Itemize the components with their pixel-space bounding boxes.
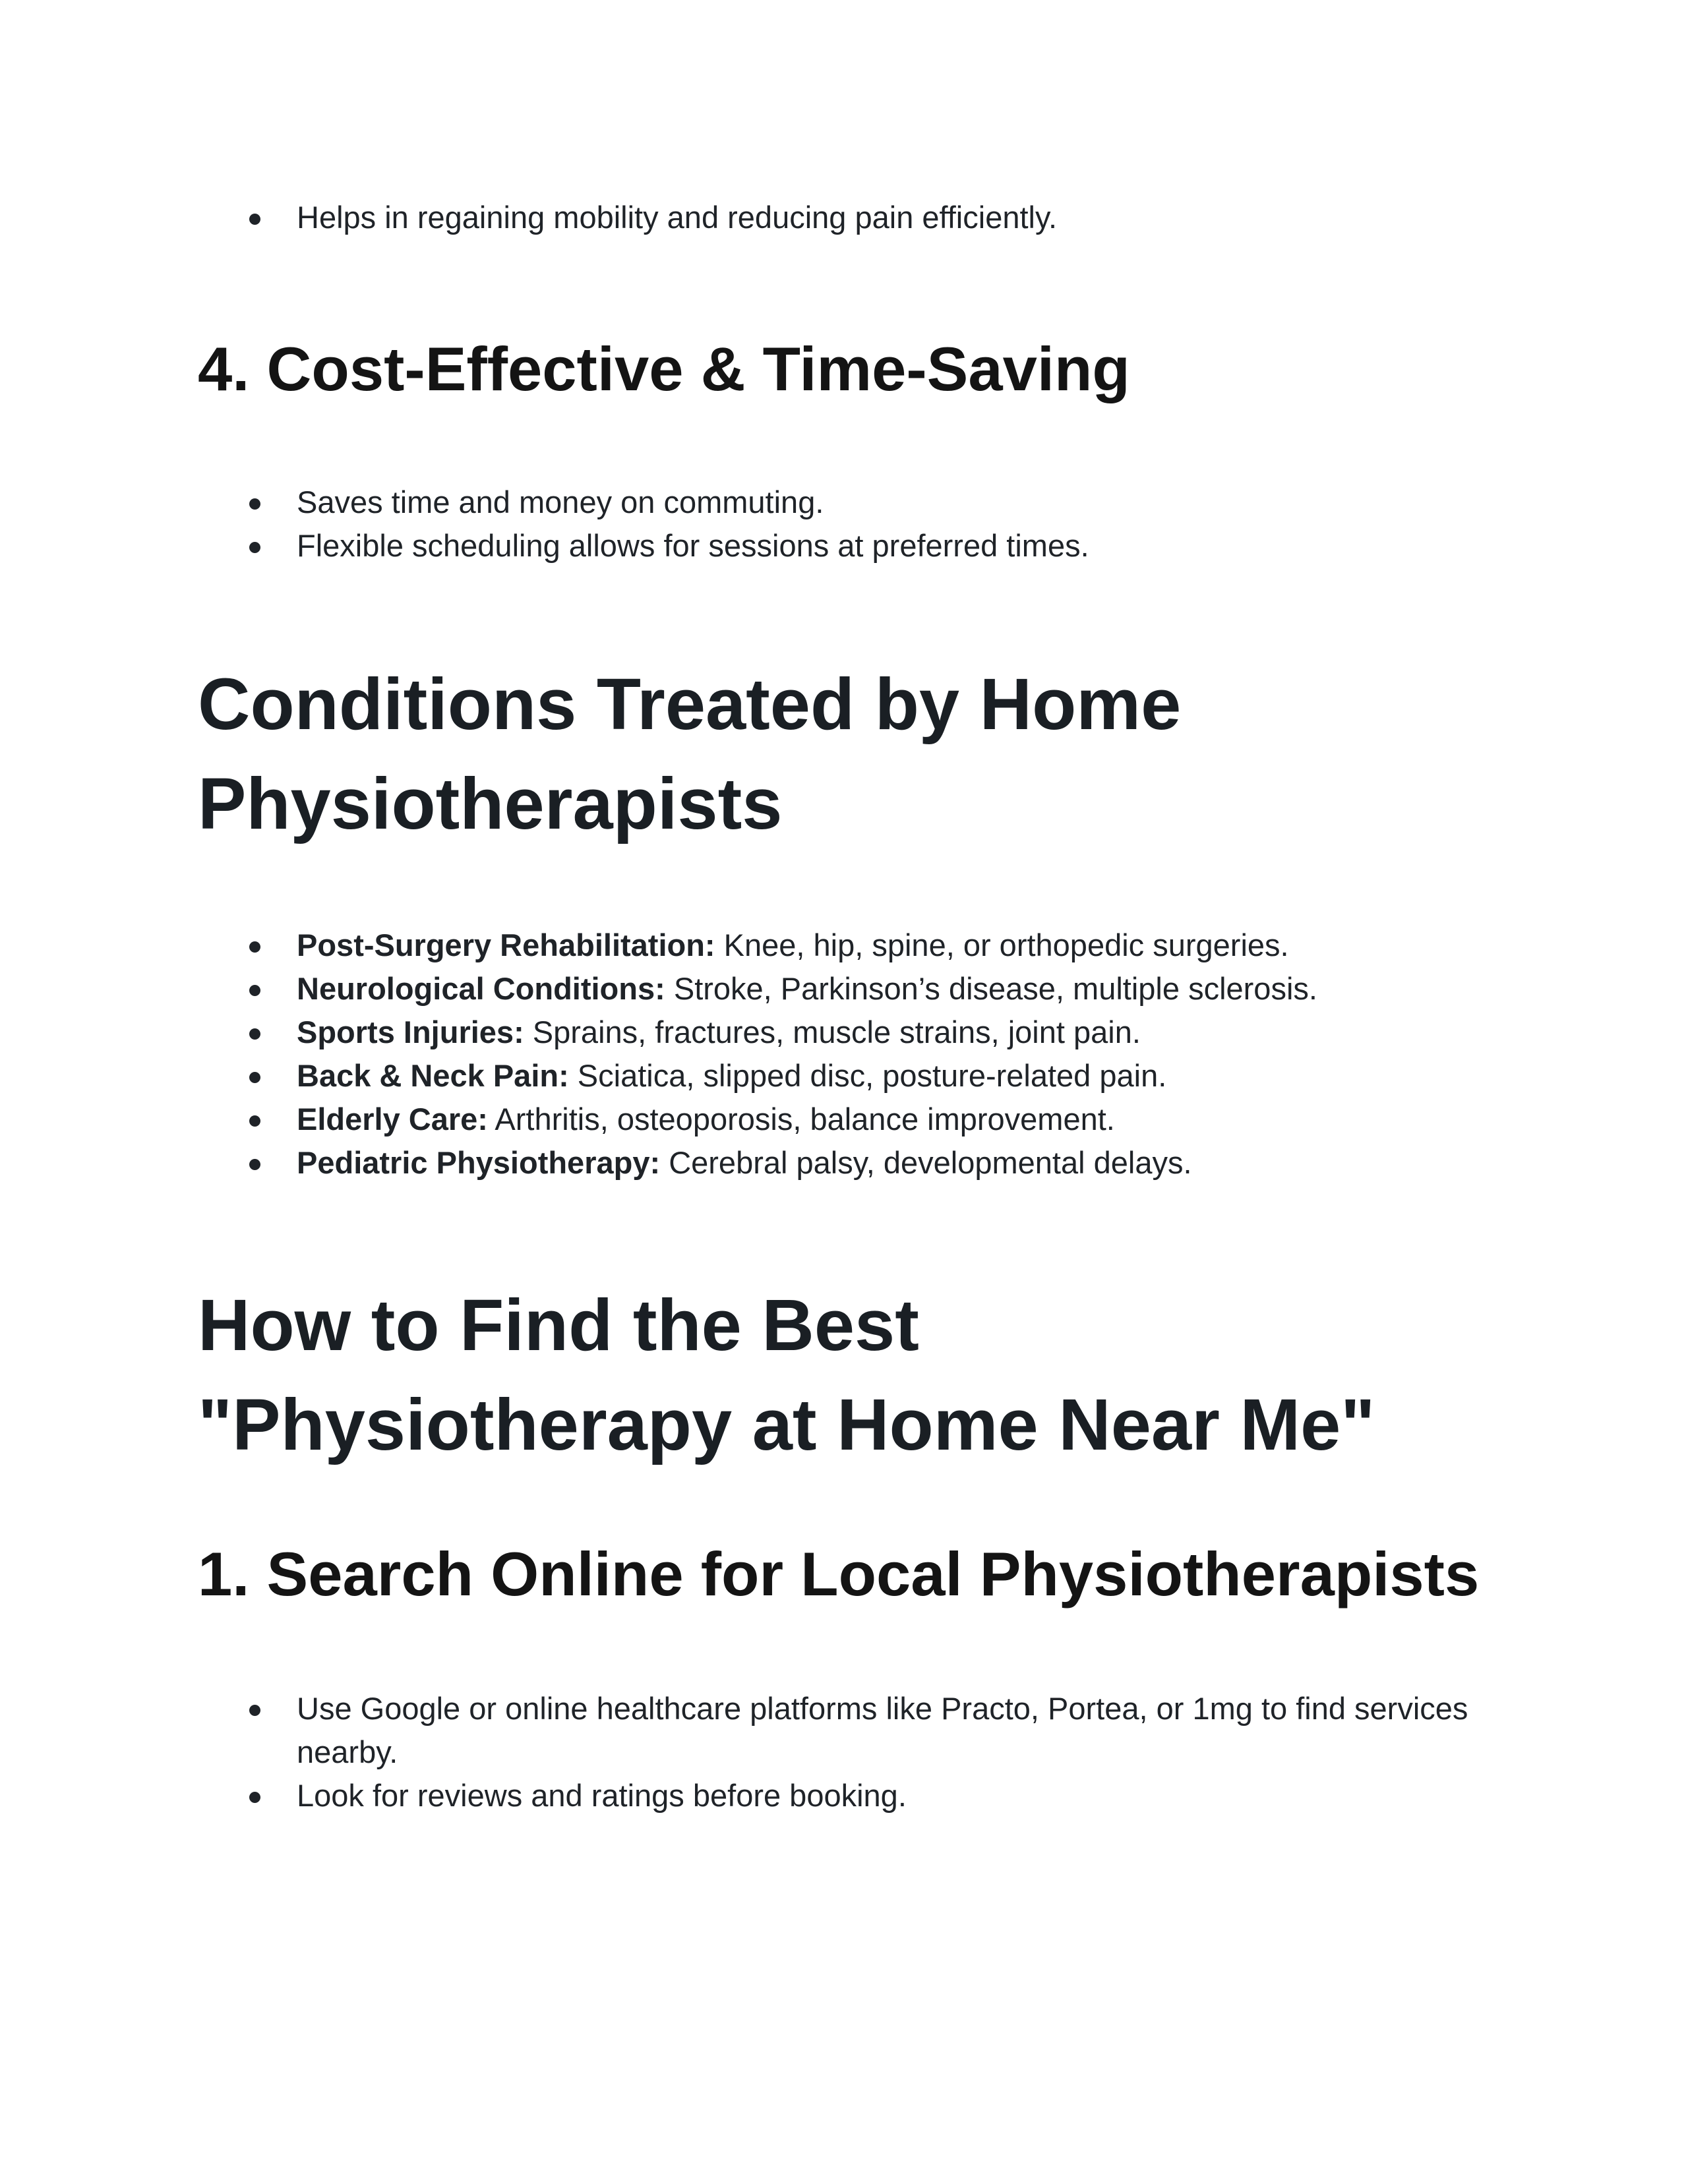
list-item	[198, 524, 1517, 568]
condition-label: Post-Surgery Rehabilitation:	[297, 928, 715, 962]
bullet-icon	[249, 1028, 260, 1040]
list-item-text: Look for reviews and ratings before booking.	[297, 1778, 907, 1813]
condition-label: Sports Injuries:	[297, 1015, 524, 1049]
list-item	[198, 1011, 1517, 1054]
condition-text: Knee, hip, spine, or orthopedic surgeries.	[715, 928, 1289, 962]
list-item-text: Saves time and money on commuting.	[297, 485, 824, 519]
section-heading-find: How to Find the Best "Physiotherapy at Home Near Me"	[198, 1285, 1375, 1465]
list-item-text: Helps in regaining mobility and reducing pain efficiently.	[297, 200, 1058, 235]
bullet-icon	[249, 542, 260, 553]
list-item-text: Use Google or online healthcare platforms like Practo, Portea, or 1mg to find services nearby.	[297, 1691, 1468, 1769]
list-item	[198, 1141, 1517, 1185]
cost-bullet-list	[198, 481, 1517, 568]
list-item	[198, 1774, 1503, 1817]
section-heading-conditions: Conditions Treated by Home Physiotherapists	[198, 664, 1182, 844]
condition-text: Sprains, fractures, muscle strains, joint pain.	[524, 1015, 1141, 1049]
list-item	[198, 1687, 1503, 1774]
bullet-icon	[249, 498, 260, 510]
condition-label: Back & Neck Pain:	[297, 1058, 569, 1093]
bullet-icon	[249, 1792, 260, 1803]
bullet-icon	[249, 985, 260, 996]
condition-label: Neurological Conditions:	[297, 971, 665, 1006]
bullet-icon	[249, 214, 260, 225]
conditions-bullet-list	[198, 924, 1517, 1185]
list-item	[198, 1054, 1517, 1098]
bullet-icon	[249, 1705, 260, 1716]
list-item	[198, 967, 1517, 1011]
search-bullet-list	[198, 1687, 1503, 1817]
condition-text: Sciatica, slipped disc, posture-related pain.	[568, 1058, 1167, 1093]
condition-text: Arthritis, osteoporosis, balance improvement.	[487, 1102, 1115, 1136]
list-item	[198, 481, 1517, 524]
section-heading-cost: 4. Cost-Effective & Time-Saving	[198, 334, 1130, 403]
list-item-text: Flexible scheduling allows for sessions at preferred times.	[297, 528, 1089, 563]
condition-text: Stroke, Parkinson’s disease, multiple sclerosis.	[665, 971, 1317, 1006]
bullet-icon	[249, 1159, 260, 1170]
condition-label: Pediatric Physiotherapy:	[297, 1145, 661, 1180]
section-heading-search: 1. Search Online for Local Physiotherapists	[198, 1539, 1480, 1608]
bullet-icon	[249, 1115, 260, 1127]
list-item	[198, 1098, 1517, 1141]
bullet-icon	[249, 941, 260, 953]
list-item	[198, 924, 1517, 967]
list-item	[198, 196, 1517, 239]
intro-bullet-list	[198, 196, 1517, 239]
bullet-icon	[249, 1072, 260, 1083]
condition-label: Elderly Care:	[297, 1102, 488, 1136]
condition-text: Cerebral palsy, developmental delays.	[660, 1145, 1192, 1180]
